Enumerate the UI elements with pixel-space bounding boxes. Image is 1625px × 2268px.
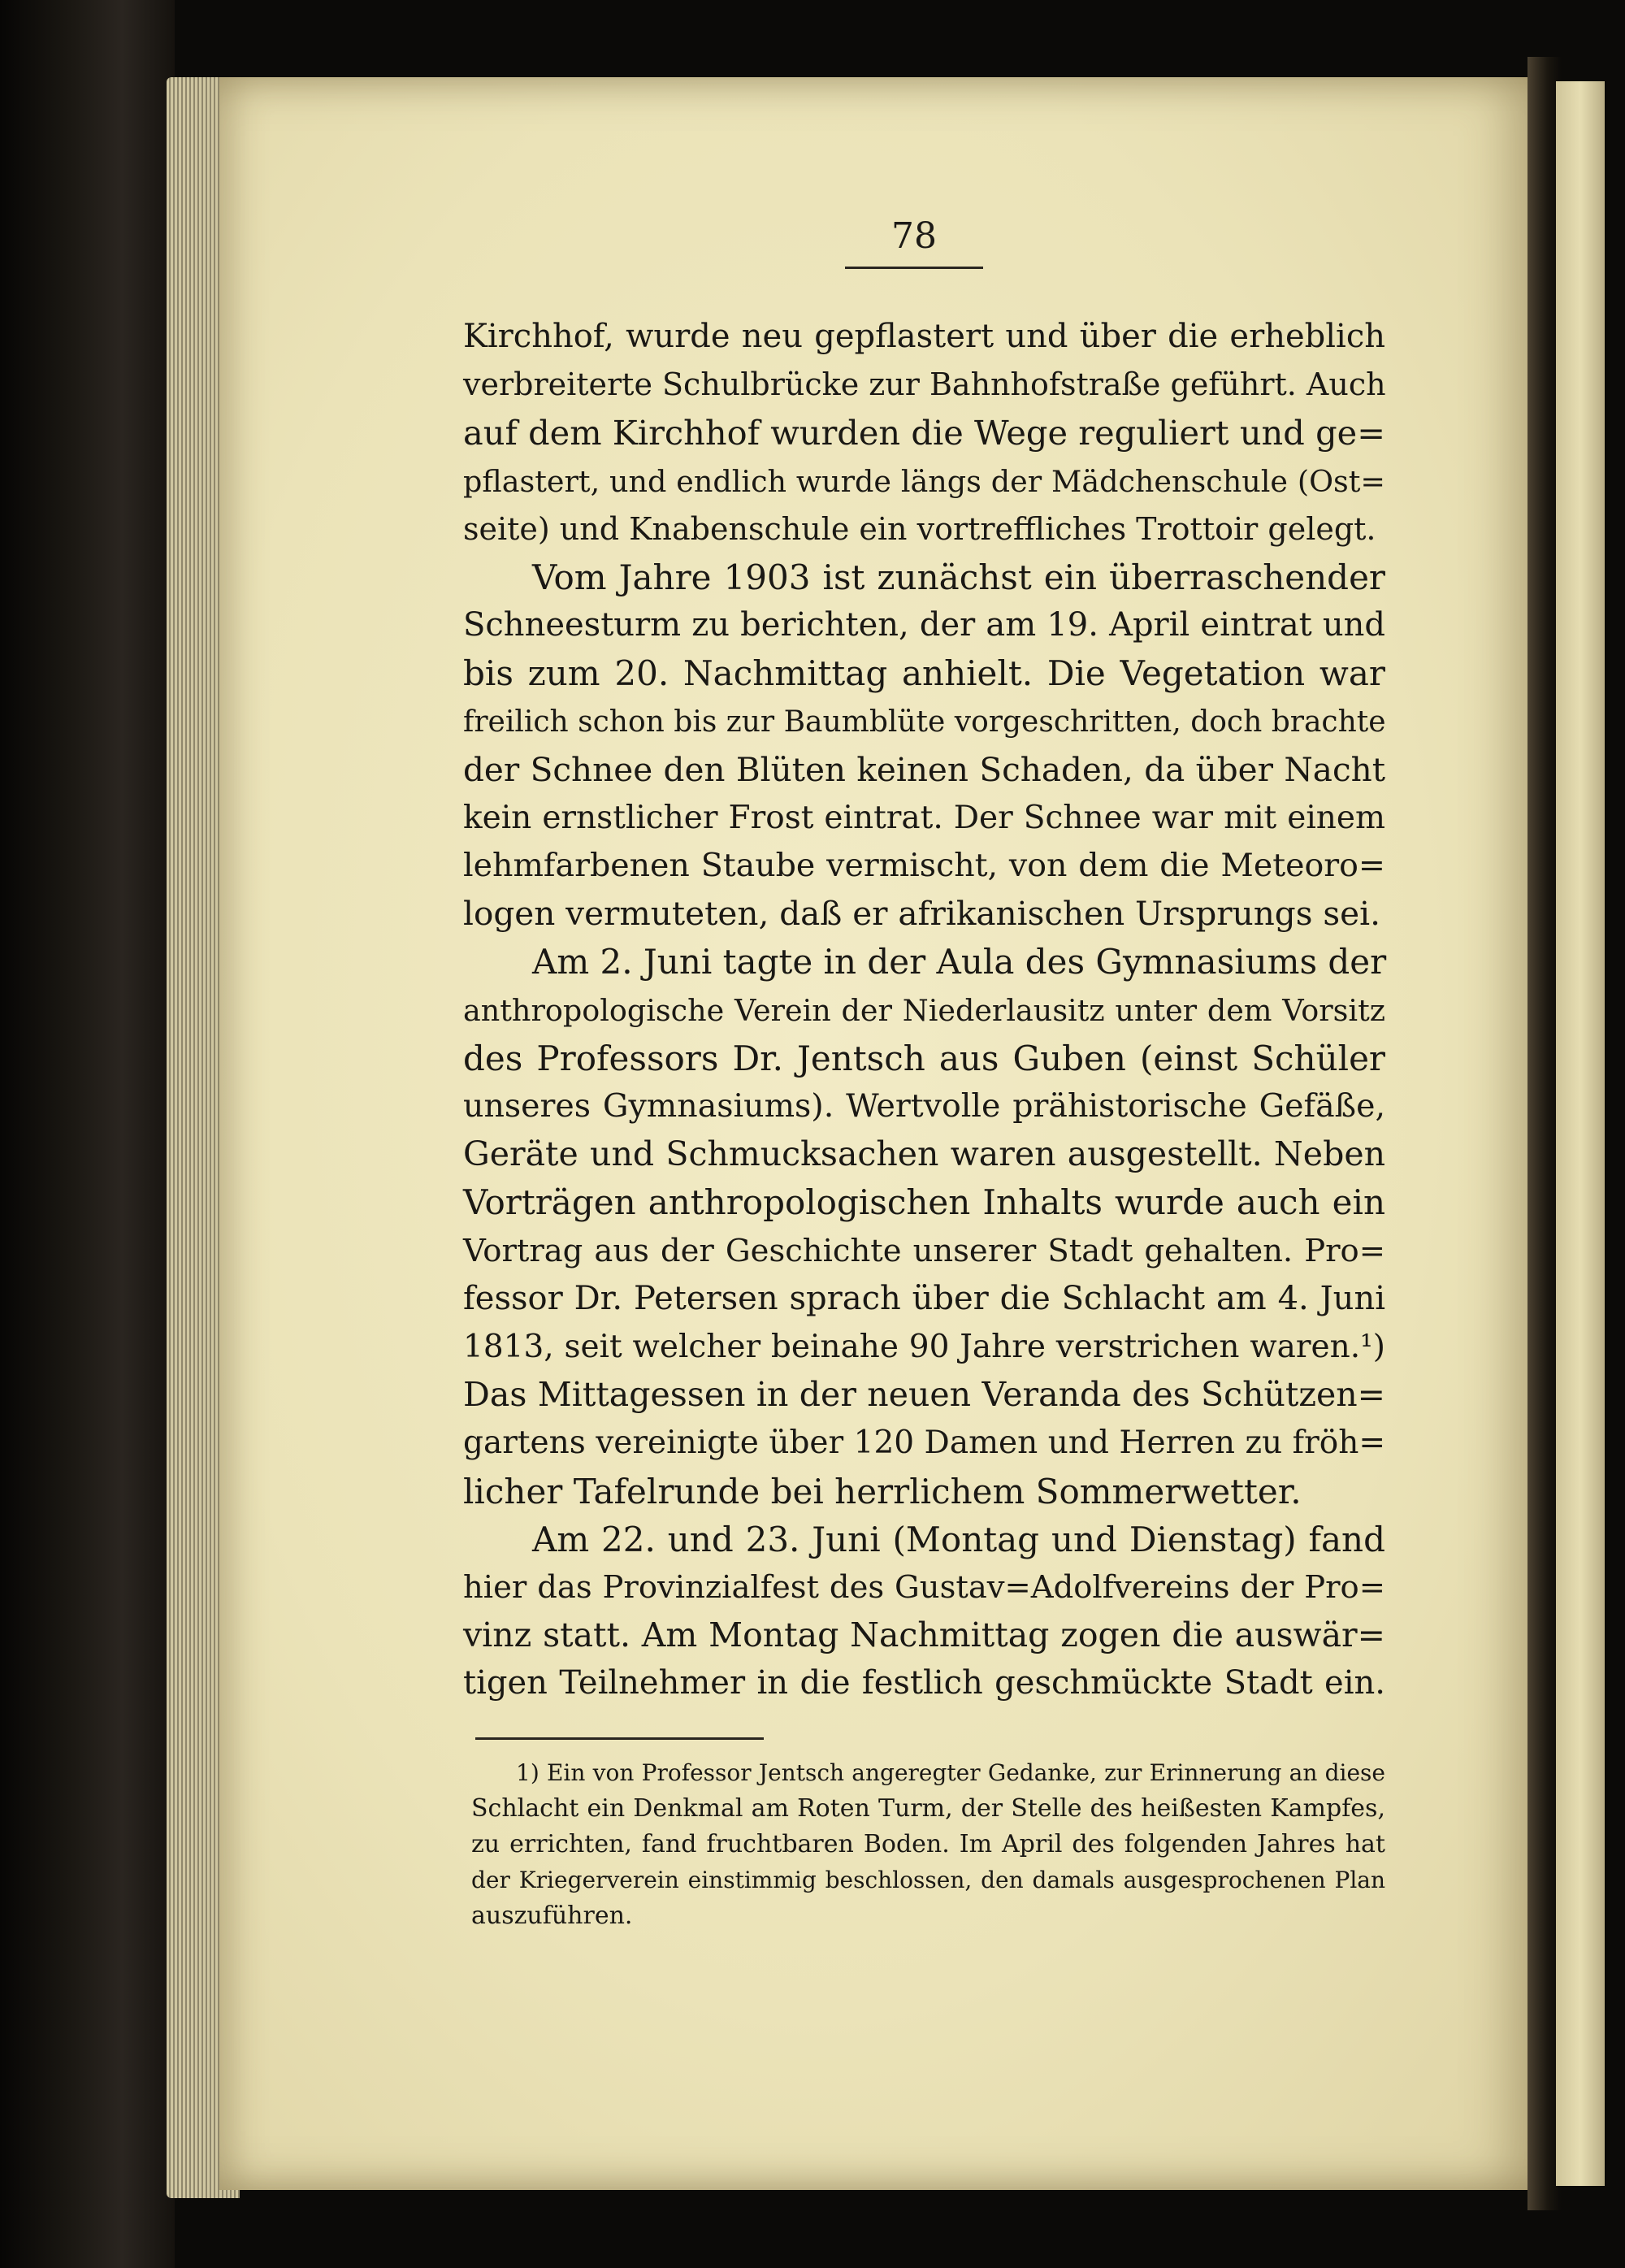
text-line: verbreiterte Schulbrücke zur Bahnhofstraße geführt. Auch <box>463 366 1386 403</box>
text-line: pflastert, und endlich wurde längs der Mädchenschule (Ost= <box>463 463 1385 499</box>
page-number: 78 <box>891 215 937 257</box>
text-line: licher Tafelrunde bei herrlichem Sommerwetter. <box>463 1471 1302 1511</box>
footnote <box>471 1755 1385 1934</box>
text-line: Geräte und Schmucksachen waren ausgestellt. Neben <box>463 1134 1385 1174</box>
text-line: 1813, seit welcher beinahe 90 Jahre verstrichen waren.¹) <box>463 1328 1385 1365</box>
text-line: unseres Gymnasiums). Wertvolle prähistorische Gefäße, <box>463 1087 1385 1125</box>
body-text <box>463 313 1385 1707</box>
text-line: tigen Teilnehmer in die festlich geschmückte Stadt ein. <box>463 1664 1385 1702</box>
text-line: seite) und Knabenschule ein vortreffliches Trottoir gelegt. <box>463 510 1376 547</box>
footnote-line: auszuführen. <box>471 1902 633 1930</box>
facing-page-edge <box>1556 81 1605 2186</box>
text-line: fessor Dr. Petersen sprach über die Schlacht am 4. Juni <box>463 1279 1385 1317</box>
text-line: Kirchhof, wurde neu gepflastert und über die erheblich <box>463 318 1385 355</box>
book-cover-left <box>0 0 175 2268</box>
text-line: Das Mittagessen in der neuen Veranda des Schützen= <box>463 1375 1385 1415</box>
footnote-line: 1) Ein von Professor Jentsch angeregter Gedanke, zur Erinnerung an diese <box>516 1759 1385 1786</box>
text-line: freilich schon bis zur Baumblüte vorgeschritten, doch brachte <box>463 705 1386 739</box>
text-line: Schneesturm zu berichten, der am 19. April eintrat und <box>463 606 1385 644</box>
text-line: vinz statt. Am Montag Nachmittag zogen die auswär= <box>463 1615 1385 1655</box>
text-line: anthropologische Verein der Niederlausitz unter dem Vorsitz <box>463 992 1385 1028</box>
text-line: gartens vereinigte über 120 Damen und Herren zu fröh= <box>463 1425 1385 1462</box>
footnote-rule <box>475 1737 764 1740</box>
text-line: Vortrag aus der Geschichte unserer Stadt gehalten. Pro= <box>463 1232 1385 1269</box>
text-line: des Professors Dr. Jentsch aus Guben (einst Schüler <box>463 1038 1385 1078</box>
footnote-line: der Kriegerverein einstimmig beschlossen, den damals ausgesprochenen Plan <box>471 1867 1385 1893</box>
text-line: Am 2. Juni tagte in der Aula des Gymnasiums der <box>532 942 1387 982</box>
text-line: Am 22. und 23. Juni (Montag und Dienstag) fand <box>532 1519 1385 1559</box>
text-line: hier das Provinzialfest des Gustav=Adolfvereins der Pro= <box>463 1568 1385 1606</box>
footnote-line: Schlacht ein Denkmal am Roten Turm, der Stelle des heißesten Kampfes, <box>471 1794 1385 1823</box>
footnote-line: zu errichten, fand fruchtbaren Boden. Im April des folgenden Jahres hat <box>471 1830 1385 1858</box>
text-line: auf dem Kirchhof wurden die Wege reguliert und ge= <box>463 413 1385 453</box>
text-line: bis zum 20. Nachmittag anhielt. Die Vegetation war <box>463 653 1385 694</box>
text-line: lehmfarbenen Staube vermischt, von dem die Meteoro= <box>463 847 1385 885</box>
text-line: kein ernstlicher Frost eintrat. Der Schnee war mit einem <box>463 799 1385 836</box>
text-line: logen vermuteten, daß er afrikanischen Ursprungs sei. <box>463 894 1380 934</box>
page-number-rule <box>845 267 983 269</box>
text-line: Vorträgen anthropologischen Inhalts wurde auch ein <box>463 1182 1385 1223</box>
text-line: Vom Jahre 1903 ist zunächst ein überraschender <box>532 557 1385 597</box>
text-line: der Schnee den Blüten keinen Schaden, da über Nacht <box>463 749 1385 789</box>
